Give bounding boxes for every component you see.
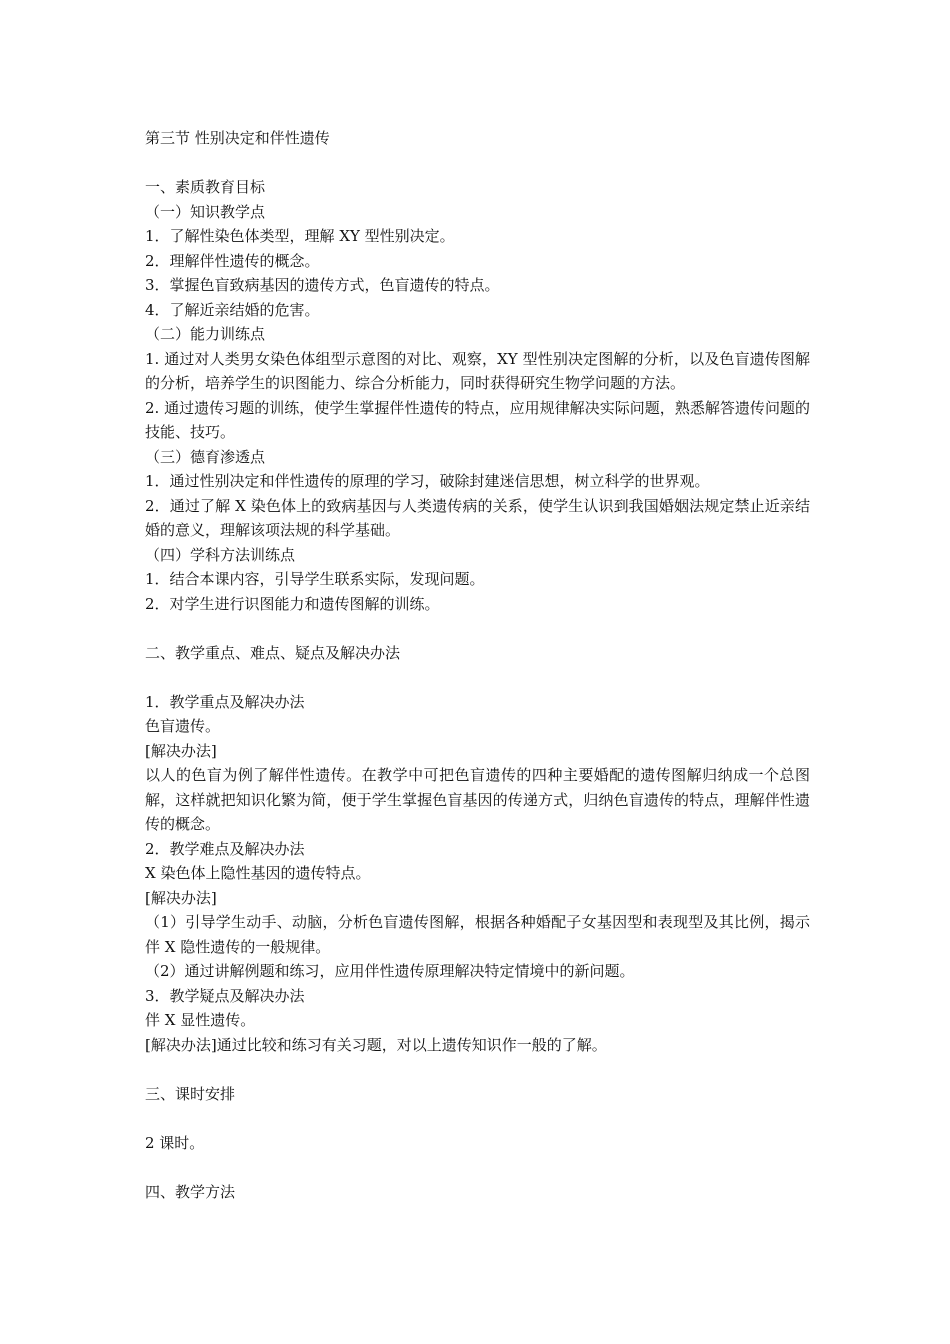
moral-item: 2．通过了解 X 染色体上的致病基因与人类遗传病的关系，使学生认识到我国婚姻法规定禁止近亲结婚的意义，理解该项法规的科学基础。: [145, 496, 810, 539]
spacer: [145, 1155, 810, 1180]
solution-text: 以人的色盲为例了解伴性遗传。在教学中可把色盲遗传的四种主要婚配的遗传图解归纳成一个总图解，这样就把知识化繁为简，便于学生掌握色盲基因的传递方式，归纳色盲遗传的特点，理解伴性遗传的概念。: [145, 766, 810, 833]
method-item: 1．结合本课内容，引导学生联系实际，发现问题。: [145, 570, 485, 588]
section-2-heading: 二、教学重点、难点、疑点及解决办法: [145, 643, 401, 662]
spacer: [145, 616, 810, 641]
ability-item: 2. 通过遗传习题的训练，使学生掌握伴性遗传的特点，应用规律解决实际问题，熟悉解答遗传问题的技能、技巧。: [145, 398, 810, 441]
section-1-heading: 一、素质教育目标: [145, 178, 266, 196]
section-3-heading: 三、课时安排: [145, 1084, 236, 1103]
doubt-point-title: 3．教学疑点及解决办法: [145, 986, 305, 1005]
key-point-text: 色盲遗传。: [145, 717, 221, 735]
difficult-point-text: X 染色体上隐性基因的遗传特点。: [145, 864, 371, 882]
subsection-moral-heading: （三）德育渗透点: [145, 447, 266, 466]
solution-text: [解决办法]通过比较和练习有关习题，对以上遗传知识作一般的了解。: [145, 1035, 607, 1054]
document-title: 第三节 性别决定和伴性遗传: [145, 129, 330, 147]
solution-label: [解决办法]: [145, 741, 217, 760]
knowledge-item: 3．掌握色盲致病基因的遗传方式，色盲遗传的特点。: [145, 276, 500, 294]
ability-item: 1. 通过对人类男女染色体组型示意图的对比、观察，XY 型性别决定图解的分析，以及色盲遗传图解的分析，培养学生的识图能力、综合分析能力，同时获得研究生物学问题的方法。: [145, 349, 810, 392]
knowledge-item: 4．了解近亲结婚的危害。: [145, 300, 320, 319]
class-hours-text: 2 课时。: [145, 1133, 205, 1152]
document-page: [145, 126, 810, 1204]
solution-text: （2）通过讲解例题和练习，应用伴性遗传原理解决特定情境中的新问题。: [145, 962, 635, 980]
section-4-heading: 四、教学方法: [145, 1182, 236, 1201]
method-item: 2．对学生进行识图能力和遗传图解的训练。: [145, 594, 440, 613]
knowledge-item: 2．理解伴性遗传的概念。: [145, 251, 320, 270]
spacer: [145, 1106, 810, 1131]
solution-text: （1）引导学生动手、动脑，分析色盲遗传图解，根据各种婚配子女基因型和表现型及其比例，揭示伴 X 隐性遗传的一般规律。: [145, 913, 810, 956]
spacer: [145, 151, 810, 176]
moral-item: 1．通过性别决定和伴性遗传的原理的学习，破除封建迷信思想，树立科学的世界观。: [145, 472, 710, 490]
spacer: [145, 1057, 810, 1082]
knowledge-item: 1．了解性染色体类型，理解 XY 型性别决定。: [145, 227, 455, 245]
solution-label: [解决办法]: [145, 888, 217, 907]
doubt-point-text: 伴 X 显性遗传。: [145, 1011, 256, 1029]
subsection-ability-heading: （二）能力训练点: [145, 325, 266, 343]
spacer: [145, 665, 810, 690]
difficult-point-title: 2．教学难点及解决办法: [145, 839, 305, 858]
subsection-method-heading: （四）学科方法训练点: [145, 545, 296, 564]
subsection-knowledge-heading: （一）知识教学点: [145, 202, 266, 221]
key-point-title: 1．教学重点及解决办法: [145, 692, 305, 711]
